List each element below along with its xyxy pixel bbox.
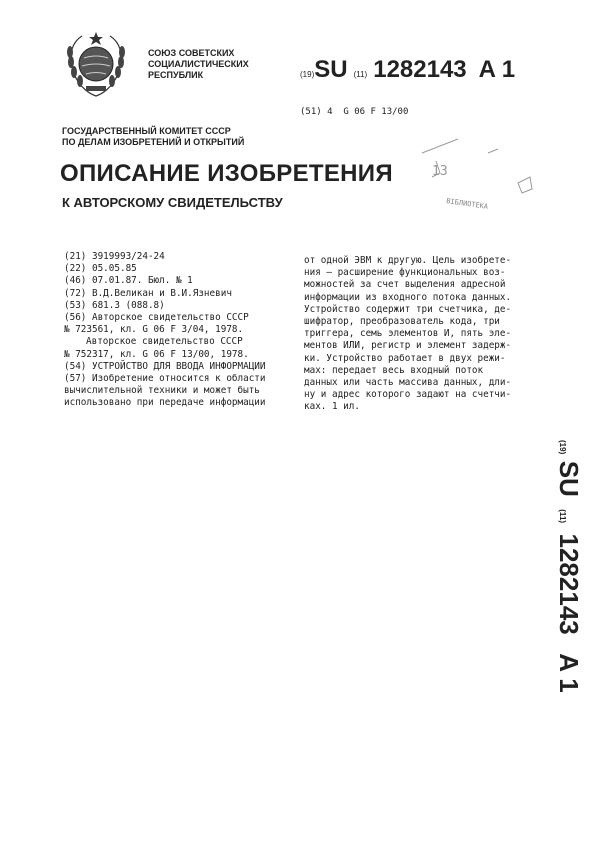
stamp-text: BIБЛИОТЕКА [445,197,489,211]
patent-number: 1282143 [373,56,467,83]
union-name [148,48,249,81]
document-title: ОПИСАНИЕ ИЗОБРЕТЕНИЯ [60,160,393,187]
biblio-line: (53) 681.3 (088.8) [64,299,165,311]
class-value: G 06 F 13/00 [343,107,409,117]
abstract-line: данных или часть массива данных, дли- [304,377,512,389]
code-19: (19) [300,70,315,79]
abstract-line: можностей за счет выделения адресной [304,279,506,291]
biblio-line: (72) В.Д.Великан и В.И.Язневич [64,287,232,299]
biblio-line: вычислительной техники и может быть [64,385,260,397]
vertical-country: SU [554,460,584,497]
biblio-line: (22) 05.05.85 [64,263,137,275]
biblio-line: (46) 07.01.87. Бюл. № 1 [64,275,193,287]
abstract-line: ках. 1 ил. [304,401,360,413]
library-stamp [418,133,558,223]
document-subtitle: К АВТОРСКОМУ СВИДЕТЕЛЬСТВУ [62,195,283,210]
vertical-code-11: (11) [558,509,567,524]
class-code: (51) 4 [300,107,333,117]
biblio-line: № 752317, кл. G 06 F 13/00, 1978. [64,348,249,360]
union-line: СОЦИАЛИСТИЧЕСКИХ [148,59,249,69]
committee-line: ГОСУДАРСТВЕННЫЙ КОМИТЕТ СССР [62,126,231,136]
vertical-publication-number [530,440,584,693]
abstract-line: ментов ИЛИ, регистр и элемент задерж- [304,340,512,352]
biblio-line: (21) 3919993/24-24 [64,251,165,262]
abstract-line: Устройство содержит три счетчика, де- [304,303,512,315]
union-line: СОЮЗ СОВЕТСКИХ [148,48,235,58]
abstract-line: информации из входного потока данных. [304,291,512,303]
vertical-number: 1282143 [554,533,584,635]
code-11: (11) [353,70,368,79]
svg-text:(19) SU (11) [554,440,584,693]
abstract-line: триггера, семь элементов И, пять эле- [304,328,512,340]
svg-text:13: 13 [432,164,448,179]
abstract-line: ну и адрес которого задают на счетчи- [304,389,512,401]
abstract-line: от одной ЭВМ к другую. Цель изобрете- [304,255,512,266]
biblio-line: использовано при передаче информации [64,397,266,409]
bibliographic-data [64,251,286,410]
abstract-text [304,255,554,414]
classification [300,107,408,117]
state-emblem-icon [62,28,130,100]
committee-name [62,126,244,148]
abstract-line: шифратор, преобразователь кода, три [304,316,500,328]
abstract-line: ки. Устройство работает в двух режи- [304,352,506,364]
committee-line: ПО ДЕЛАМ ИЗОБРЕТЕНИЙ И ОТКРЫТИЙ [62,137,245,147]
biblio-line: (56) Авторское свидетельство СССР [64,312,249,324]
biblio-line: Авторское свидетельство СССР [86,336,243,348]
biblio-line: (57) Изобретение относится к области [64,373,266,385]
kind-code: A 1 [478,56,516,83]
biblio-line: № 723561, кл. G 06 F 3/04, 1978. [64,324,244,336]
abstract-line: мах: передает весь входный поток [304,364,484,376]
biblio-line: (54) УСТРОЙСТВО ДЛЯ ВВОДА ИНФОРМАЦИИ [64,360,266,372]
vertical-code-19: (19) [558,440,567,455]
vertical-kind: A 1 [554,653,584,693]
abstract-line: ния — расширение функциональных воз- [304,267,506,279]
country-code: SU [314,56,348,83]
union-line: РЕСПУБЛИК [148,70,204,80]
publication-number [300,56,515,84]
